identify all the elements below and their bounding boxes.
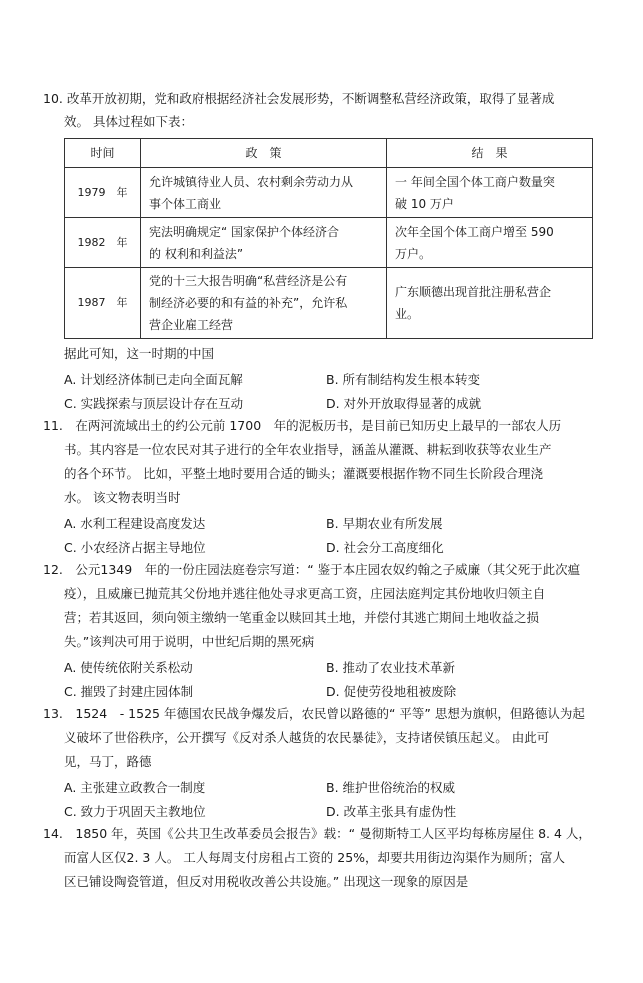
table-row — [65, 268, 593, 339]
result-line: 广东顺德出现首批注册私营企 — [395, 285, 552, 299]
q11-option-b[interactable]: B. 早期农业有所发展 — [326, 516, 443, 531]
result-line: 次年全国个体工商户增至 590 — [395, 224, 554, 239]
result-line: 业。 — [395, 307, 420, 321]
row-result — [387, 268, 593, 339]
q12-stem-line-1: 12. 公元1349 年的一份庄园法庭卷宗写道：“ 鉴于本庄园农奴约翰之子威廉（其父死于此次瘟 — [43, 562, 581, 577]
header-time: 时间 — [65, 139, 141, 168]
q12-stem-line-3: 营；若其返回，须向领主缴纳一笔重金以赎回其土地，并偿付其逃亡期间土地收益之损 — [64, 610, 540, 625]
q10-stem-line-1: 10. 改革开放初期，党和政府根据经济社会发展形势，不断调整私营经济政策，取得了显著成 — [43, 91, 555, 106]
q11-stem-line-1: 11. 在两河流域出土的约公元前 1700 年的泥板历书，是目前已知历史上最早的一部农人历 — [43, 418, 562, 433]
q12-option-a[interactable]: A. 使传统依附关系松动 — [64, 660, 193, 675]
q12-stem-line-4: 失。”该判决可用于说明，中世纪后期的黑死病 — [64, 634, 315, 649]
policy-table — [64, 138, 593, 339]
row-result — [387, 168, 593, 218]
q10-stem-end: 据此可知，这一时期的中国 — [64, 346, 215, 361]
table-row — [65, 168, 593, 218]
row-result — [387, 218, 593, 268]
row-time: 1987 年 — [65, 268, 141, 339]
q14-stem-line-1: 14. 1850 年，英国《公共卫生改革委员会报告》载：“ 曼彻斯特工人区平均每栋房屋住 8. 4 人， — [43, 826, 591, 841]
q13-option-a[interactable]: A. 主张建立政教合一制度 — [64, 780, 206, 795]
table-row — [65, 218, 593, 268]
q11-stem-line-4: 水。 该文物表明当时 — [64, 490, 181, 505]
policy-line: 党的十三大报告明确“私营经济是公有 — [149, 274, 348, 288]
q12-option-d[interactable]: D. 促使劳役地租被废除 — [326, 684, 457, 699]
row-policy — [141, 268, 387, 339]
row-policy — [141, 218, 387, 268]
q10-stem-line-2: 效。 具体过程如下表： — [64, 114, 193, 129]
q11-stem-line-3: 的各个环节。 比如，平整土地时要用合适的锄头；灌溉要根据作物不同生长阶段合理浇 — [64, 466, 543, 481]
header-policy: 政 策 — [141, 139, 387, 168]
q11-option-d[interactable]: D. 社会分工高度细化 — [326, 540, 444, 555]
q12-option-b[interactable]: B. 推动了农业技术革新 — [326, 660, 456, 675]
q10-option-d[interactable]: D. 对外开放取得显著的成就 — [326, 396, 482, 411]
q11-stem-line-2: 书。其内容是一位农民对其子进行的全年农业指导，涵盖从灌溉、耕耘到收获等农业生产 — [64, 442, 552, 457]
policy-line: 制经济必要的和有益的补充”，允许私 — [149, 296, 348, 310]
policy-line: 的 权利和利益法” — [149, 246, 244, 261]
q13-option-d[interactable]: D. 改革主张具有虚伪性 — [326, 804, 457, 819]
q11-option-c[interactable]: C. 小农经济占据主导地位 — [64, 540, 206, 555]
table-header-row — [65, 139, 593, 168]
q10-option-a[interactable]: A. 计划经济体制已走向全面瓦解 — [64, 372, 243, 387]
q14-stem-line-2: 而富人区仅2. 3 人。 工人每周支付房租占工资的 25%，却要共用街边沟渠作为厕所；富人 — [64, 850, 566, 865]
q13-stem-line-1: 13. 1524 - 1525 年德国农民战争爆发后，农民曾以路德的“ 平等” 思想为旗帜，但路德认为起 — [43, 706, 585, 721]
q10-option-c[interactable]: C. 实践探索与顶层设计存在互动 — [64, 396, 244, 411]
result-line: 破 10 万户 — [395, 196, 454, 211]
policy-line: 事个体工商业 — [149, 196, 222, 211]
q13-option-b[interactable]: B. 维护世俗统治的权威 — [326, 780, 456, 795]
policy-line: 宪法明确规定“ 国家保护个体经济合 — [149, 224, 340, 239]
policy-line: 营企业雇工经营 — [149, 318, 234, 332]
q11-option-a[interactable]: A. 水利工程建设高度发达 — [64, 516, 206, 531]
result-line: 一 年间全国个体工商户数量突 — [395, 174, 555, 189]
q10-option-b[interactable]: B. 所有制结构发生根本转变 — [326, 372, 481, 387]
q12-stem-line-2: 疫），且威廉已抛荒其父份地并逃往他处寻求更高工资，庄园法庭判定其份地收归领主自 — [64, 586, 546, 601]
header-result: 结 果 — [387, 139, 593, 168]
q13-option-c[interactable]: C. 致力于巩固天主教地位 — [64, 804, 206, 819]
result-line: 万户。 — [395, 246, 432, 261]
q13-stem-line-2: 义破坏了世俗秩序，公开撰写《反对杀人越货的农民暴徒》，支持诸侯镇压起义。 由此可 — [64, 730, 550, 745]
q12-option-c[interactable]: C. 摧毁了封建庄园体制 — [64, 684, 194, 699]
row-time: 1982 年 — [65, 218, 141, 268]
row-policy — [141, 168, 387, 218]
row-time: 1979 年 — [65, 168, 141, 218]
policy-line: 允许城镇待业人员、农村剩余劳动力从 — [149, 174, 354, 189]
q14-stem-line-3: 区已铺设陶瓷管道，但反对用税收改善公共设施。” 出现这一现象的原因是 — [64, 874, 469, 889]
q13-stem-line-3: 见，马丁，路德 — [64, 754, 152, 769]
